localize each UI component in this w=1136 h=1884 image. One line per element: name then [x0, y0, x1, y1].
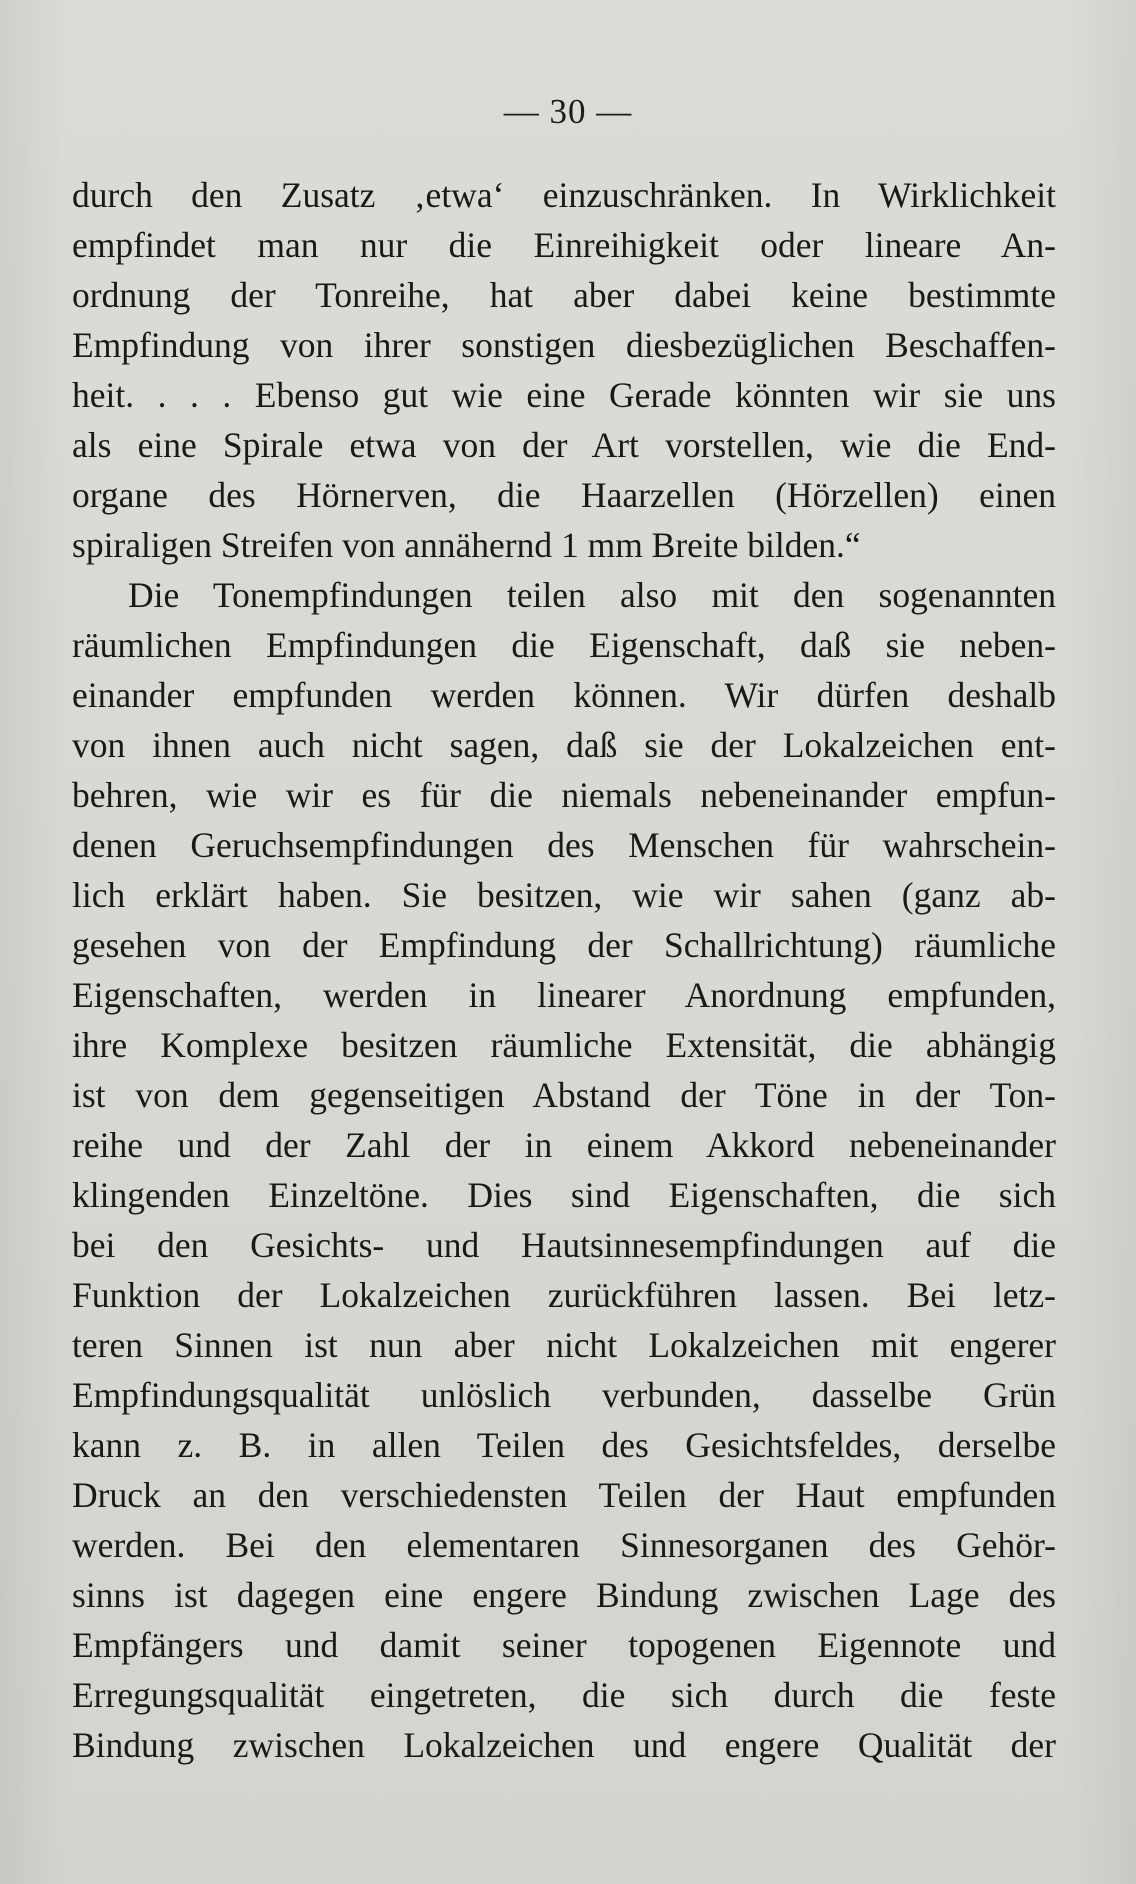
text-line: ihre Komplexe besitzen räumliche Extensität, die abhängig [72, 1025, 1056, 1065]
text-line: Funktion der Lokalzeichen zurückführen lassen. Bei letz- [72, 1275, 1056, 1315]
text-line: gesehen von der Empfindung der Schallrichtung) räumliche [72, 925, 1056, 965]
text-line: ordnung der Tonreihe, hat aber dabei keine bestimmte [72, 275, 1056, 315]
body-text [72, 170, 1056, 1770]
text-line: werden. Bei den elementaren Sinnesorganen des Gehör- [72, 1525, 1056, 1565]
text-line: ist von dem gegenseitigen Abstand der Töne in der Ton- [72, 1075, 1056, 1115]
text-line: heit. . . . Ebenso gut wie eine Gerade könnten wir sie uns [72, 375, 1056, 415]
text-line: organe des Hörnerven, die Haarzellen (Hörzellen) einen [72, 475, 1056, 515]
text-line: sinns ist dagegen eine engere Bindung zwischen Lage des [72, 1575, 1056, 1615]
text-line: lich erklärt haben. Sie besitzen, wie wir sahen (ganz ab- [72, 875, 1056, 915]
text-line: bei den Gesichts- und Hautsinnesempfindungen auf die [72, 1225, 1056, 1265]
text-line: von ihnen auch nicht sagen, daß sie der Lokalzeichen ent- [72, 725, 1056, 765]
page-number: — 30 — [503, 92, 633, 131]
paragraph-start-line: Die Tonempfindungen teilen also mit den sogenannten [128, 575, 1056, 615]
text-line: teren Sinnen ist nun aber nicht Lokalzeichen mit engerer [72, 1325, 1056, 1365]
text-line: räumlichen Empfindungen die Eigenschaft, daß sie neben- [72, 625, 1056, 665]
text-line: Bindung zwischen Lokalzeichen und engere Qualität der [72, 1725, 1056, 1765]
text-line: Eigenschaften, werden in linearer Anordnung empfunden, [72, 975, 1056, 1015]
text-line: einander empfunden werden können. Wir dürfen deshalb [72, 675, 1056, 715]
text-line: empfindet man nur die Einreihigkeit oder lineare An- [72, 225, 1056, 265]
text-line: Empfängers und damit seiner topogenen Eigennote und [72, 1625, 1056, 1665]
text-line: Empfindungsqualität unlöslich verbunden, dasselbe Grün [72, 1375, 1056, 1415]
text-line: klingenden Einzeltöne. Dies sind Eigenschaften, die sich [72, 1175, 1056, 1215]
text-line: Druck an den verschiedensten Teilen der Haut empfunden [72, 1475, 1056, 1515]
text-line: durch den Zusatz ‚etwa‘ einzuschränken. In Wirklichkeit [72, 175, 1056, 215]
text-line: als eine Spirale etwa von der Art vorstellen, wie die End- [72, 425, 1056, 465]
text-line: Erregungsqualität eingetreten, die sich durch die feste [72, 1675, 1056, 1715]
text-line: behren, wie wir es für die niemals nebeneinander empfun- [72, 775, 1056, 815]
text-line: denen Geruchsempfindungen des Menschen für wahrschein- [72, 825, 1056, 865]
text-line: kann z. B. in allen Teilen des Gesichtsfeldes, derselbe [72, 1425, 1056, 1465]
text-line: reihe und der Zahl der in einem Akkord nebeneinander [72, 1125, 1056, 1165]
text-line: Empfindung von ihrer sonstigen diesbezüglichen Beschaffen- [72, 325, 1056, 365]
text-line: spiraligen Streifen von annähernd 1 mm Breite bilden.“ [72, 525, 861, 565]
